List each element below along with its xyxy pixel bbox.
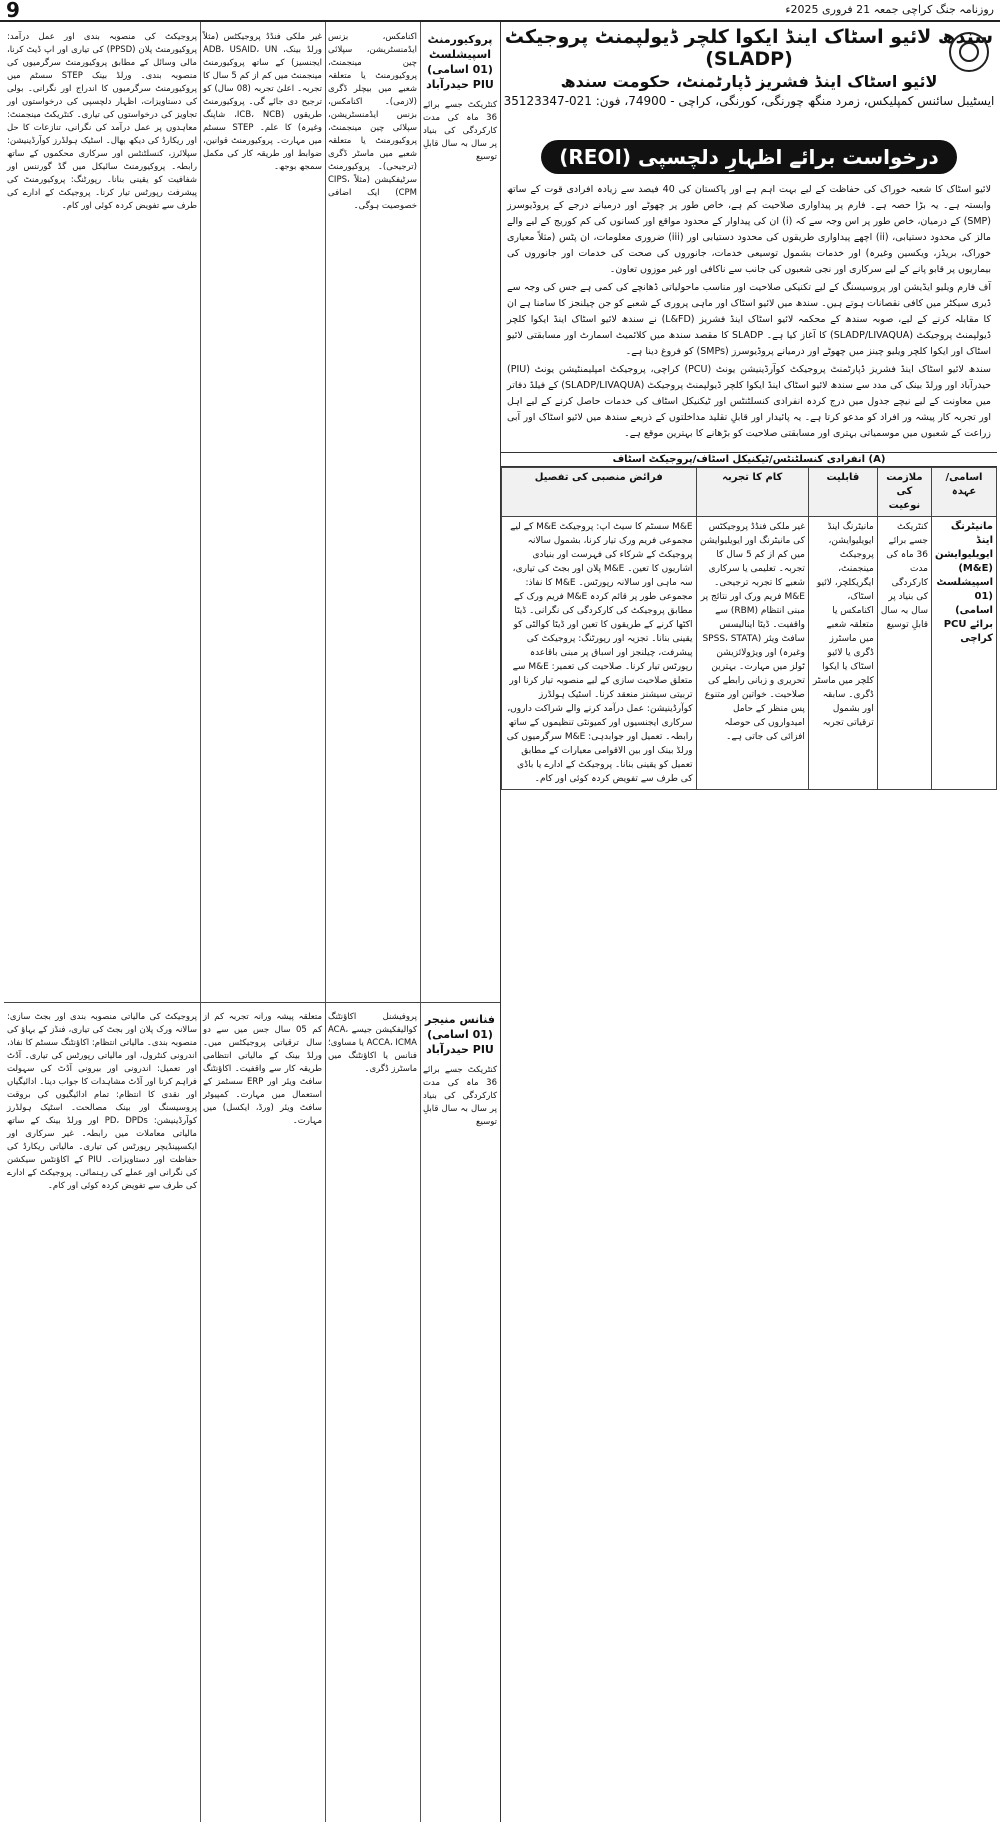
col-header-post: اسامی/عہدہ [932, 468, 997, 517]
col-header-duties: فرائض منصبی کی تفصیل [502, 468, 697, 517]
intro-text [501, 178, 997, 448]
col-header-experience: کام کا تجربہ [696, 468, 808, 517]
row-divider [200, 1002, 325, 1003]
left-col-posts [420, 22, 500, 1822]
masthead [0, 0, 1000, 22]
date-line: روزنامہ جنگ کراچی جمعہ 21 فروری 2025ء [785, 3, 994, 16]
col-header-nature: ملازمت کی نوعیت [877, 468, 931, 517]
intro-paragraph-3: سندھ لائیو اسٹاک اینڈ فشریز ڈپارٹمنٹ پروجیکٹ کوآرڈینیشن یونٹ (PCU) کراچی، پروجیکٹ امپلیمنٹیشن یونٹ (PIU) حیدرآباد اور ورلڈ بینک کی مدد سے سندھ لائیو اسٹاک اینڈ ایکوا کلچر ڈیولپمنٹ پروجیکٹ (SLADP/LIVAQUA) کے فیلڈ دفاتر میں معاونت کے لیے نیچے جدول میں درج کردہ انفرادی کنسلٹنٹس اور ٹیکنیکل اسٹاف کی خدمات حاصل کرنے کے لیے اہل اور تجربہ کار پیشہ ور افراد کو مدعو کرتا ہے۔ یہ پائیدار اور قابلِ تقلید مداخلتوں کے ذریعے سندھ میں لائیو اسٹاک اور آبی زراعت کے شعبوں میں موسمیاتی بہتری اور مسابقتی صلاحیت کو بڑھانے کا بہترین موقع ہے۔ [507, 364, 992, 439]
address-line: ایسٹیبل سائنس کمپلیکس، زمرد منگھ چورنگی، کورنگی، کراچی - 74900، فون: 021-35123347 [503, 94, 995, 108]
cell-qualification: مانیٹرنگ اینڈ ایویلیوایشن، پروجیکٹ مینجمنٹ، ایگریکلچر، لائیو اسٹاک، اکنامکس یا متعلقہ شعبے میں ماسٹرز ڈگری یا لائیو اسٹاک یا ایکوا کلچر میں ماسٹر ڈگری۔ سابقہ اور بشمول ترقیاتی تجربہ [808, 517, 877, 790]
cell-experience: غیر ملکی فنڈڈ پروجیکٹس کی مانیٹرنگ اور ایویلیوایشن میں کم از کم 5 سال کا تجربہ۔ تعلیمی یا سرکاری شعبے کا تجربہ ترجیحی۔ M&E فریم ورک اور نتائج پر مبنی انتظام (RBM) سے واقفیت۔ ڈیٹا اینالیسس سافٹ ویئر (SPSS، STATA وغیرہ) اور ویژولائزیشن ٹولز میں مہارت۔ بہترین تحریری و زبانی رابطے کی صلاحیت۔ خواتین اور متنوع پس منظر کے حامل امیدواروں کی حوصلہ افزائی کی جاتی ہے۔ [696, 517, 808, 790]
project-title: سندھ لائیو اسٹاک اینڈ ایکوا کلچر ڈیولپمنٹ پروجیکٹ (SLADP) [504, 26, 994, 70]
col-header-qualification: قابلیت [808, 468, 877, 517]
qual-procurement: اکنامکس، بزنس ایڈمنسٹریشن، سپلائی چین مینجمنٹ، پروکیورمنٹ یا متعلقہ شعبے میں بیچلر ڈگری (لازمی)۔ اکنامکس، بزنس ایڈمنسٹریشن، سپلائی چین مینجمنٹ، پروکیورمنٹ یا متعلقہ شعبے میں ماسٹر ڈگری (ترجیحی)۔ پروکیورمنٹ سرٹیفکیشن (مثلاً CIPS، CPM) ایک اضافی خصوصیت ہوگی۔ [328, 32, 417, 211]
main-ad-panel [500, 22, 997, 1822]
left-col-qualifications [325, 22, 420, 1822]
column-rule [420, 22, 421, 1822]
left-col-experience [200, 22, 325, 1822]
intro-paragraph-2: آف فارم ویلیو ایڈیشن اور پروسیسنگ کے لیے تکنیکی صلاحیت اور مناسب ماحولیاتی ڈھانچے کی کمی ہے جس کی وجہ سے ڈیری سیکٹر میں کافی نقصانات ہوتے ہیں۔ سندھ میں لائیو اسٹاک اور ماہی پروری کے شعبے کو جن چیلنجز کا سامنا ہے ان کا مقابلہ کرنے کے لیے، صوبہ سندھ کے محکمہ لائیو اسٹاک اینڈ فشریز (L&FD) نے سندھ لائیو اسٹاک اینڈ ایکوا کلچر ڈیولپمنٹ پروجیکٹ (SLADP/LIVAQUA) کا آغاز کیا ہے۔ SLADP کا مقصد سندھ میں کلائمیٹ اسمارٹ اور مسابقتی لائیو اسٹاک اور ایکوا کلچر ویلیو چینز میں چھوٹے اور درمیانے پروڈیوسرز (SMPs) کو فروغ دینا ہے۔ [507, 282, 992, 357]
qual-finance: پروفیشنل اکاؤنٹنگ کوالیفکیشن جیسے ACA، ACCA، ICMA یا مساوی؛ فنانس یا اکاؤنٹنگ میں ماسٹرز ڈگری۔ [328, 1012, 418, 1074]
left-col-duties [4, 22, 200, 1822]
column-rule [200, 22, 201, 1822]
cell-nature: کنٹریکٹ جسے برائے 36 ماہ کی مدت کارکردگی کی بنیاد پر سال بہ سال قابلِ توسیع [877, 517, 931, 790]
section-a-title: (A) انفرادی کنسلٹنٹس/ٹیکنیکل اسٹاف/پروجیکٹ اسٹاف [501, 452, 997, 467]
table-row [502, 517, 997, 790]
nature-procurement: کنٹریکٹ جسے برائے 36 ماہ کی مدت کارکردگی کی بنیاد پر سال بہ سال قابلِ توسیع [423, 100, 497, 162]
post-procurement: پروکیورمنٹ اسپیشلسٹ (01 اسامی) PIU حیدرآباد [426, 33, 494, 91]
row-divider [4, 1002, 200, 1003]
post-finance: فنانس منیجر (01 اسامی) PIU حیدرآباد [425, 1013, 495, 1056]
page-number: 9 [6, 0, 20, 22]
row-divider [325, 1002, 420, 1003]
roles-table [501, 467, 997, 790]
ad-header [501, 26, 997, 136]
department-title: لائیو اسٹاک اینڈ فشریز ڈپارٹمنٹ، حکومت سندھ [560, 72, 938, 91]
exp-procurement: غیر ملکی فنڈڈ پروجیکٹس (مثلاً ورلڈ بینک، ADB، USAID، UN ایجنسیز) کے ساتھ پروکیورمنٹ مینجمنٹ میں کم از کم 5 سال کا تجربہ۔ اعلیٰ تجربہ (08 سال) کو ترجیح دی جائے گی۔ پروکیورمنٹ طریقوں (ICB، NCB، شاپنگ وغیرہ) کا علم۔ STEP سسٹم میں مہارت۔ پروکیورمنٹ قوانین، ضوابط اور طریقہ کار کی مکمل سمجھ بوجھ۔ [203, 32, 323, 172]
government-seal-icon [949, 32, 989, 72]
intro-paragraph-1: لائیو اسٹاک کا شعبہ خوراک کی حفاظت کے لیے بہت اہم ہے اور پاکستان کی 40 فیصد سے زیادہ افرادی قوت کے ساتھ وابستہ ہے۔ یہ بڑا حصہ ہے۔ فارم پر پیداواری صلاحیت کم ہے، خاص طور پر چھوٹے اور درمیانے درجے کے پروڈیوسرز (SMP) کے درمیان، خاص طور پر اس وجہ سے کہ (i) ان کی پیداوار کے محدود مواقع اور کسانوں کی کم کوریج کے لیے والے مالز کی محدود دستیابی، (ii) اچھے پیداواری طریقوں کی محدود دستیابی اور (iii) ضروری معلومات، ان پٹس (مثلاً معیاری خوراک، بریڈز، ویکسین وغیرہ) اور خدمات بشمول توسیعی خدمات، جانوروں کی صحت کی خدمات اور جانوروں کی بیماریوں پر قابو پانے کے لیے سرکاری اور نجی شعبوں کی جانب سے ناکافی اور غیر موزوں تعاون۔ [507, 184, 992, 275]
cell-post: مانیٹرنگ اینڈ ایویلیوایشن (M&E) اسپیشلسٹ (01 اسامی) برائے PCU کراچی [932, 517, 997, 790]
nature-finance: کنٹریکٹ جسے برائے 36 ماہ کی مدت کارکردگی کی بنیاد پر سال بہ سال قابلِ توسیع [423, 1065, 497, 1127]
exp-finance: متعلقہ پیشہ ورانہ تجربہ کم از کم 05 سال جس میں سے دو سال ترقیاتی پروجیکٹس میں۔ ورلڈ بینک کے مالیاتی انتظامی طریقہ کار سے واقفیت۔ اکاؤنٹنگ سافٹ ویئر اور ERP سسٹمز کے استعمال میں مہارت۔ کمپیوٹر سافٹ ویئر (ورڈ، ایکسل) میں مہارت۔ [203, 1012, 322, 1126]
duties-finance: پروجیکٹ کی مالیاتی منصوبہ بندی اور بجٹ سازی: سالانہ ورک پلان اور بجٹ کی تیاری، فنڈز کے بہاؤ کی منصوبہ بندی۔ مالیاتی انتظام: اکاؤنٹنگ سسٹم کا نفاذ، اندرونی کنٹرول، اور مالیاتی رپورٹس کی تیاری۔ آڈٹ اور تعمیل: اندرونی اور بیرونی آڈٹ کی سہولت فراہم کرنا اور آڈٹ مشاہدات کا جواب دینا۔ ادائیگیاں اور نقدی کا انتظام: تمام ادائیگیوں کی بروقت پروسیسنگ اور بینک مصالحت۔ اسٹیک ہولڈرز کوآرڈینیشن: PD، DPDs اور ورلڈ بینک کے ساتھ مالیاتی معاملات میں رابطہ۔ غیر سرکاری اور ایکسپینڈیچر رپورٹس کی تیاری۔ مالیاتی ریکارڈ کی حفاظت اور دستاویزات۔ PIU کے اکاؤنٹس سیکشن کی نگرانی اور عملے کی رہنمائی۔ پروجیکٹ کے ادارے کی طرف سے تفویض کردہ کوئی اور کام۔ [7, 1012, 198, 1191]
cell-duties: M&E سسٹم کا سیٹ اپ: پروجیکٹ M&E کے لیے مجموعی فریم ورک تیار کرنا، بشمول سالانہ پروجیکٹ کے شرکاء کی فہرست اور بنیادی اشاریوں کا تعین۔ M&E پلان اور بجٹ کی تیاری، سہ ماہی اور سالانہ رپورٹس۔ M&E کا نفاذ: مجموعی طور پر قائم کردہ M&E فریم ورک کے مطابق پروجیکٹ کی کارکردگی کی نگرانی۔ ڈیٹا اکٹھا کرنے کے طریقوں کا تعین اور ڈیٹا کوالٹی کو یقینی بنانا۔ تجزیہ اور رپورٹنگ: پروجیکٹ کی پیشرفت، چیلنجز اور اسباق پر مبنی باقاعدہ رپورٹس تیار کرنا۔ صلاحیت کی تعمیر: M&E سے متعلق صلاحیت سازی کے لیے منصوبہ تیار کرنا اور تربیتی سیشنز منعقد کرنا۔ اسٹیک ہولڈرز کوآرڈینیشن: عمل درآمد کرنے والے شراکت داروں، سرکاری ایجنسیوں اور کمیونٹی تنظیموں کے ساتھ رابطہ۔ تعمیل اور جوابدہی: M&E سرگرمیوں کی ورلڈ بینک اور بین الاقوامی معیارات کے مطابق تعمیل کو یقینی بنانا۔ پروجیکٹ کے ادارے یا باڈی کی طرف سے تفویض کردہ کوئی اور کام۔ [502, 517, 697, 790]
row-divider [420, 1002, 500, 1003]
duties-procurement: پروجیکٹ کی منصوبہ بندی اور عمل درآمد: پروکیورمنٹ پلان (PPSD) کی تیاری اور اپ ڈیٹ کرنا، مالی وسائل کے مطابق پروکیورمنٹ سرگرمیوں کی منصوبہ بندی۔ ورلڈ بینک STEP سسٹم میں پروکیورمنٹ سرگرمیوں کا اندراج اور نگرانی۔ بولی کی دستاویزات، اظہار دلچسپی کی درخواستوں اور تجاویز کی درخواستوں کی تیاری۔ کنٹریکٹ مینجمنٹ: معاہدوں پر عمل درآمد کی نگرانی، تنازعات کا حل اور ریکارڈ کی دیکھ بھال۔ اسٹیک ہولڈرز کوآرڈینیشن: سپلائرز، کنسلٹنٹس اور سرکاری محکموں کے ساتھ رابطہ۔ پروکیورمنٹ سائیکل میں گڈ گورننس اور شفافیت کو یقینی بنانا۔ رپورٹنگ: پروکیورمنٹ کی پیشرفت رپورٹس تیار کرنا۔ پروجیکٹ کے ادارے کی طرف سے تفویض کردہ کوئی اور کام۔ [7, 32, 197, 211]
column-rule [325, 22, 326, 1822]
reoi-banner: درخواست برائے اظہارِ دلچسپی (REOI) [541, 140, 957, 174]
